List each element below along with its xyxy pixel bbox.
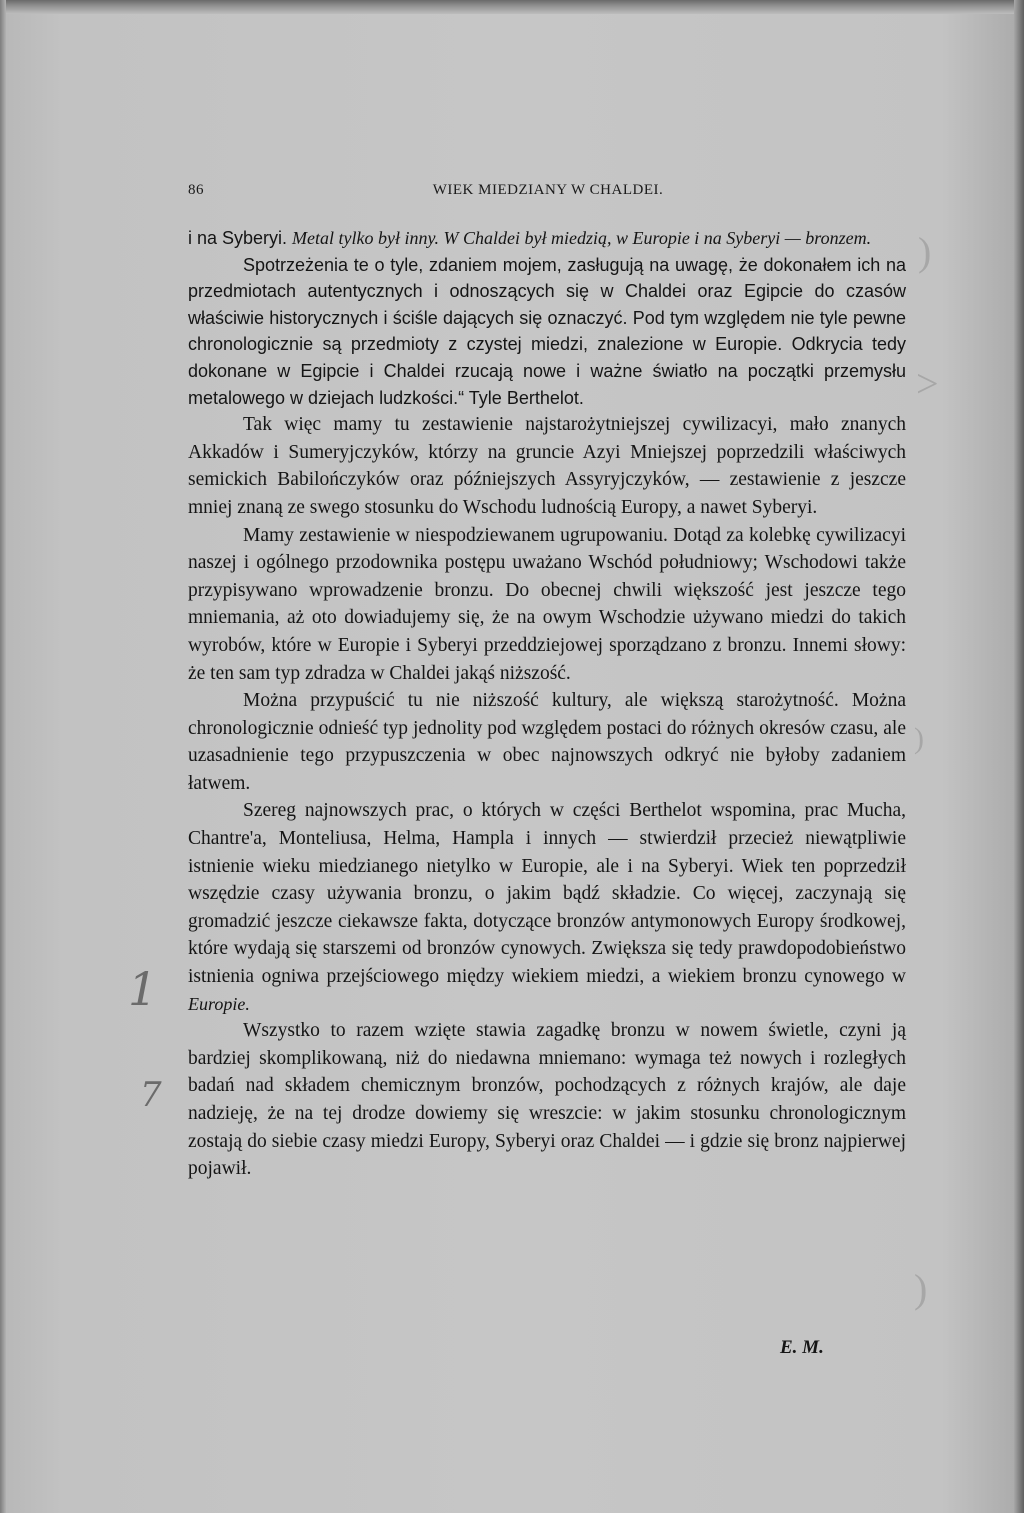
scan-right-edge [1014,0,1024,1513]
text-run: Mamy zestawienie w niespodziewanem ugrupowaniu. Dotąd za kolebkę cywilizacyi naszej i ogólnego przodownika postępu uważano Wschód południowy; Wschodowi także przypisywano wprowadzenie bronzu. Do obecnej chwili większość jest jeszcze tego mniemania, aż oto dowiadujemy się, że na owym Wschodzie używano miedzi do takich wyrobów, które w Europie i Syberyi przeddziejowej sporządzano z bronzu. Innemi słowy: że ten sam typ zdradza w Chaldei jakąś niższość. [188,524,906,684]
paragraph [188,225,906,252]
text-run: Można przypuścić tu nie niższość kultury, ale większą starożytność. Można chronologicznie odnieść typ jednolity pod względem postaci do różnych okresów czasu, ale uzasadnienie tego przypuszczenia w obec najnowszych odkryć nie byłoby zadaniem łatwem. [188,690,906,794]
paragraph [188,797,906,1017]
scan-top-edge [0,0,1024,14]
running-head: WIEK MIEDZIANY W CHALDEI. [432,182,664,198]
bleed-mark: > [916,361,939,406]
paragraph [188,522,906,688]
margin-note: 7 [140,1075,162,1115]
text-run: Spotrzeżenia te o tyle, zdaniem mojem, zasługują na uwagę, że dokonałem ich na przedmiotach autentycznych i odnoszących się w Chaldei oraz Egipcie do czasów właściwie historycznych i ściśle dających się oznaczyć. Pod tym względem nie tyle pewne chronologicznie są przedmioty z czystej miedzi, znalezione w Europie. Odkrycia tedy dokonane w Egipcie i Chaldei rzucają nowe i ważne światło na początki przemysłu metalowego w dziejach ludzkości.“ Tyle Berthelot. [188,254,906,408]
text-run: Metal tylko był inny. W Chaldei był miedzią, w Europie i na Syberyi — bronzem. [292,228,872,248]
text-run: Europie. [188,993,250,1014]
bleed-mark: ) [918,229,932,274]
bleed-mark: ) [914,722,924,755]
body-text [188,225,906,1183]
scan-left-edge [0,0,6,1513]
bleed-mark: ) [914,1266,928,1311]
text-run: Szereg najnowszych prac, o których w części Berthelot wspomina, prac Mucha, Chantre'a, Monteliusa, Helma, Hampla i innych — stwierdził przecież niewątpliwie istnienie wieku miedzianego nietylko w Europie, ale i na Syberyi. Wiek ten poprzedził wszędzie czasy używania bronzu, o jakim bądź składzie. Co więcej, zaczynają się gromadzić jeszcze ciekawsze fakta, dotyczące bronzów antymonowych Europy środkowej, które wydają się starszemi od bronzów cynowych. Zwiększa się tedy prawdopodobieństwo istnienia ogniwa przejściowego między wiekiem miedzi, a wiekiem bronzu cynowego w [188,800,906,988]
text-run: i na Syberyi. [188,228,293,248]
text-run: Wszystko to razem wzięte stawia zagadkę bronzu w nowem świetle, czyni ją bardziej skomplikowaną, niż do niedawna mniemano: wymaga też nowych i rozległych badań nad składem chemicznym bronzów, pochodzących z różnych krajów, ale daje nadzieję, że na tej drodze dowiemy się wreszcie: w jakim stosunku chronologicznym zostają do siebie czasy miedzi Europy, Syberyi oraz Chaldei — i gdzie się bronz najpierwej pojawił. [188,1020,906,1180]
signature: E. M. [780,1337,824,1358]
paragraph [188,1017,906,1183]
margin-note: 1 [128,962,158,1016]
page-header [188,182,908,206]
page-number: 86 [188,182,204,198]
paragraph [188,687,906,797]
paragraph [188,252,906,412]
paragraph [188,411,906,521]
text-run: Tak więc mamy tu zestawienie najstarożytniejszej cywilizacyi, mało znanych Akkadów i Sumeryjczyków, którzy na gruncie Azyi Mniejszej poprzedzili właściwych semickich Babilończyków oraz późniejszych Assyryjczyków, — zestawienie z jeszcze mniej znaną ze swego stosunku do Wschodu ludnością Europy, a nawet Syberyi. [188,414,906,518]
